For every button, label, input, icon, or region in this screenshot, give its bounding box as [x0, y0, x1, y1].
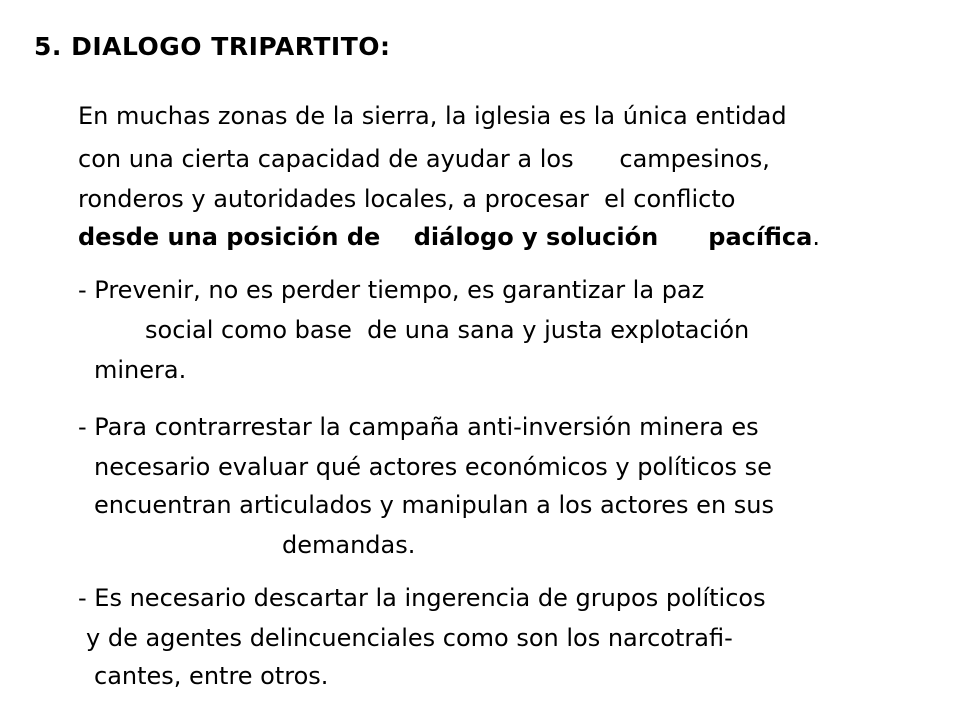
- intro-line-4: [78, 223, 820, 251]
- bullet-2-line-2: necesario evaluar qué actores económicos y políticos se: [94, 453, 772, 481]
- bullet-1-line-2: social como base de una sana y justa explotación: [145, 316, 750, 344]
- bullet-2-line-1: - Para contrarrestar la campaña anti-inversión minera es: [78, 413, 759, 441]
- bullet-3-line-2: y de agentes delincuenciales como son los narcotrafi-: [86, 624, 733, 652]
- intro-period: .: [812, 223, 820, 251]
- bullet-2-line-4: demandas.: [282, 531, 416, 559]
- bullet-3-line-1: - Es necesario descartar la ingerencia de grupos políticos: [78, 584, 766, 612]
- intro-emphasis: desde una posición de diálogo y solución pacífica: [78, 223, 813, 251]
- slide-title: 5. DIALOGO TRIPARTITO:: [34, 32, 391, 61]
- bullet-1-line-1: - Prevenir, no es perder tiempo, es garantizar la paz: [78, 276, 705, 304]
- bullet-1-line-3: minera.: [94, 356, 187, 384]
- intro-line-2: con una cierta capacidad de ayudar a los campesinos,: [78, 145, 770, 173]
- bullet-2-line-3: encuentran articulados y manipulan a los actores en sus: [94, 491, 775, 519]
- intro-line-1: En muchas zonas de la sierra, la iglesia es la única entidad: [78, 102, 787, 130]
- intro-line-3: ronderos y autoridades locales, a procesar el conflicto: [78, 185, 736, 213]
- bullet-3-line-3: cantes, entre otros.: [94, 662, 329, 690]
